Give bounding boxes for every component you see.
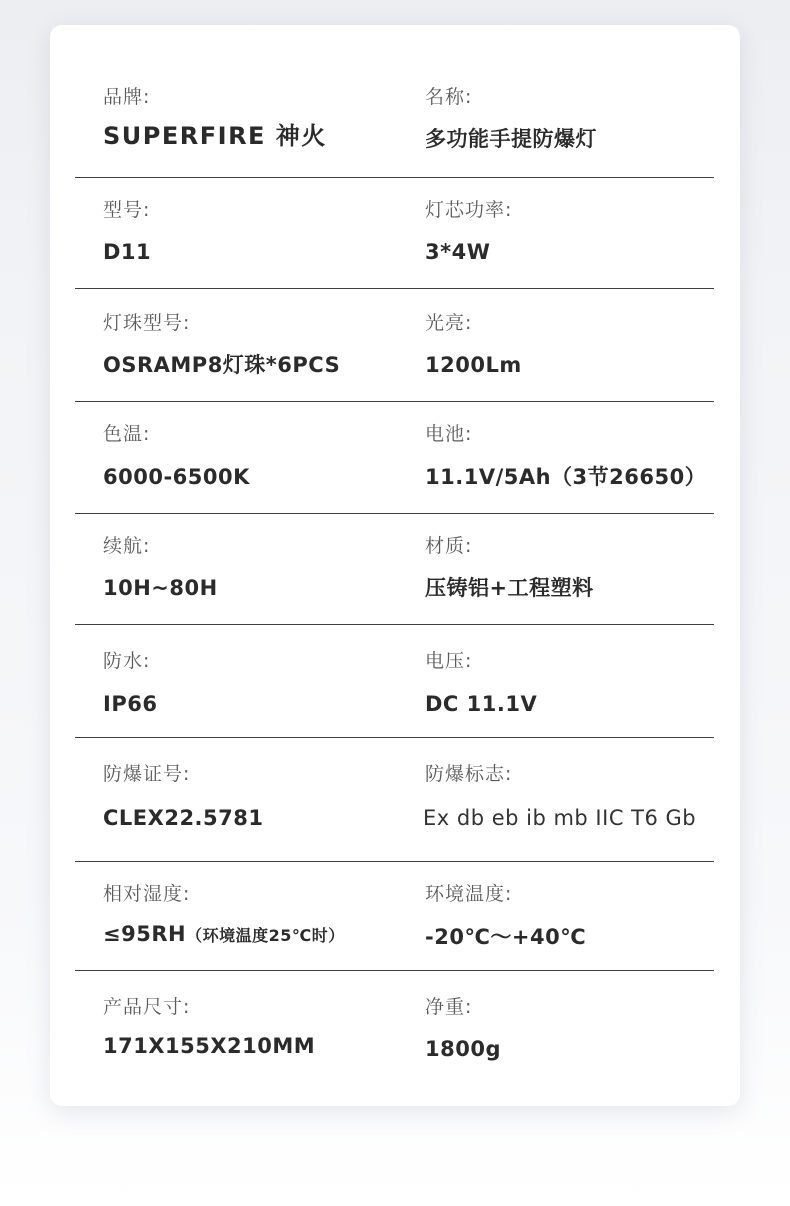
spec-value: 6000-6500K	[103, 465, 250, 489]
spec-label: 灯珠型号:	[103, 312, 191, 334]
spec-card	[50, 25, 740, 1106]
spec-value: 11.1V/5Ah（3节26650）	[425, 465, 707, 489]
spec-value: CLEX22.5781	[103, 806, 264, 830]
spec-label: 环境温度:	[425, 883, 513, 905]
spec-label: 名称:	[425, 86, 473, 108]
spec-value: 10H~80H	[103, 576, 218, 600]
spec-row-cert-mark	[75, 738, 714, 862]
spec-value: D11	[103, 240, 152, 264]
humidity-note: （环境温度25℃时）	[186, 926, 345, 945]
spec-label: 相对湿度:	[103, 883, 191, 905]
spec-row-size-weight	[75, 971, 714, 1091]
spec-label: 防爆证号:	[103, 763, 191, 785]
spec-label: 色温:	[103, 423, 151, 445]
spec-value: OSRAMP8灯珠*6PCS	[103, 353, 341, 377]
spec-value: 压铸铝+工程塑料	[425, 576, 594, 600]
spec-row-colortemp-battery	[75, 402, 714, 514]
spec-value-humidity	[103, 921, 345, 949]
spec-label: 电池:	[425, 423, 473, 445]
spec-label: 产品尺寸:	[103, 996, 191, 1018]
spec-value: DC 11.1V	[425, 692, 538, 716]
spec-value: 3*4W	[425, 240, 491, 264]
spec-value: 171X155X210MM	[103, 1034, 316, 1058]
brand-value: SUPERFIRE 神火	[103, 122, 327, 150]
spec-value: Ex db eb ib mb IIC T6 Gb	[423, 806, 697, 830]
spec-row-model-power	[75, 178, 714, 289]
spec-value: 1800g	[425, 1037, 501, 1061]
spec-label: 型号:	[103, 199, 151, 221]
spec-row-led-lumen	[75, 289, 714, 402]
spec-value: -20℃～+40℃	[425, 925, 587, 949]
spec-row-runtime-material	[75, 514, 714, 625]
spec-label: 光亮:	[425, 312, 473, 334]
spec-label: 续航:	[103, 535, 151, 557]
spec-label: 净重:	[425, 996, 473, 1018]
humidity-value: ≤95RH	[103, 922, 187, 946]
spec-value: 多功能手提防爆灯	[425, 127, 597, 151]
spec-label: 灯芯功率:	[425, 199, 513, 221]
spec-label: 品牌:	[103, 86, 151, 108]
spec-row-brand-name	[75, 25, 714, 178]
spec-label: 防水:	[103, 650, 151, 672]
spec-row-humidity-ambient	[75, 862, 714, 971]
spec-value: IP66	[103, 692, 158, 716]
spec-row-waterproof-voltage	[75, 625, 714, 738]
spec-label: 电压:	[425, 650, 473, 672]
spec-value: 1200Lm	[425, 353, 522, 377]
spec-label: 防爆标志:	[425, 763, 513, 785]
spec-label: 材质:	[425, 535, 473, 557]
